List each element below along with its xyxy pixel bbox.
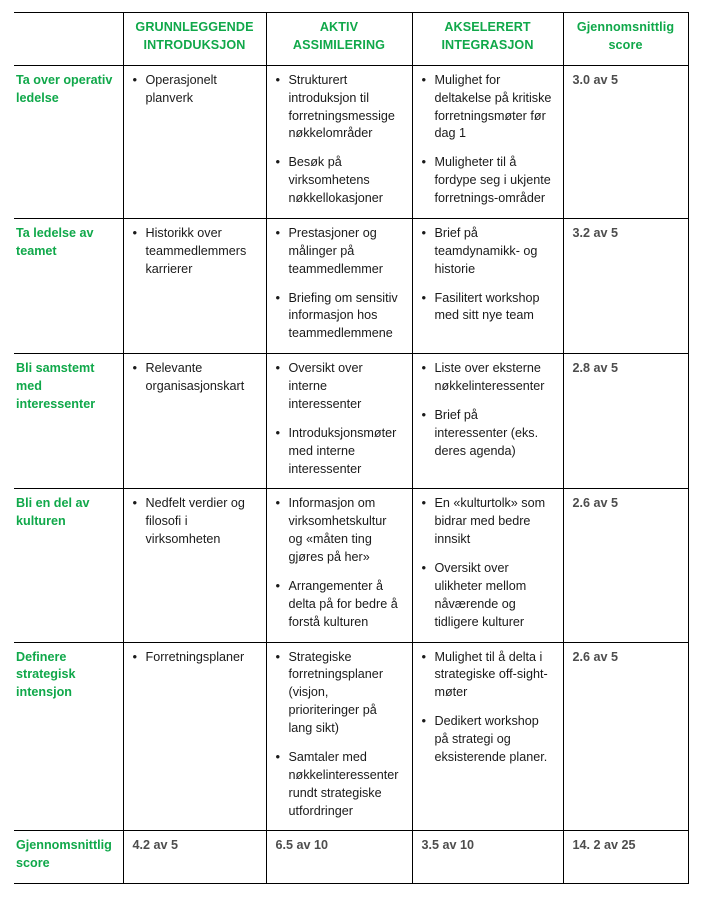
- score-value: 3.5 av 10: [421, 838, 475, 853]
- list-item: • Prestasjoner og målinger på teammedlemmer: [276, 225, 403, 279]
- header-cell-grunnleggende: [123, 13, 266, 66]
- bullet-list: [276, 225, 403, 343]
- table-row: [14, 218, 688, 353]
- list-item: • Strategiske forretningsplaner (visjon, prioriteringer på lang sikt): [276, 649, 403, 738]
- list-item: • Relevante organisasjonskart: [133, 360, 257, 396]
- bullet-list: [422, 225, 554, 325]
- cell-aktiv: [266, 65, 412, 218]
- bullet-list: [276, 495, 403, 631]
- list-item: • Nedfelt verdier og filosofi i virksomheten: [133, 495, 257, 549]
- header-label-grunnleggende: GRUNNLEGGENDE INTRODUKSJON: [135, 20, 254, 52]
- list-item: • Arrangementer å delta på for bedre å forstå kulturen: [276, 578, 403, 632]
- cell-aktiv: [266, 218, 412, 353]
- row-label-cell: [14, 642, 123, 831]
- row-label: Bli en del av kulturen: [16, 496, 90, 529]
- table-row: [14, 65, 688, 218]
- bullet-list: [133, 495, 257, 549]
- score-value: 2.8 av 5: [572, 361, 619, 376]
- table-footer-row: [14, 831, 688, 884]
- list-item: • Oversikt over interne interessenter: [276, 360, 403, 414]
- footer-score-akselerert: [412, 831, 563, 884]
- score-value: 6.5 av 10: [275, 838, 329, 853]
- cell-score: [563, 354, 688, 489]
- header-cell-dimension: [14, 13, 123, 66]
- list-item: • Oversikt over ulikheter mellom nåværende og tidligere kulturer: [422, 560, 554, 632]
- bullet-list: [133, 72, 257, 108]
- bullet-list: [276, 360, 403, 478]
- bullet-list: [276, 72, 403, 208]
- score-value: 3.2 av 5: [572, 225, 619, 240]
- header-cell-aktiv: [266, 13, 412, 66]
- list-item: • Strukturert introduksjon til forretningsmessige nøkkelområder: [276, 72, 403, 144]
- cell-score: [563, 65, 688, 218]
- table-row: [14, 642, 688, 831]
- cell-grunnleggende: [123, 354, 266, 489]
- header-cell-score: [563, 13, 688, 66]
- list-item: • Forretningsplaner: [133, 649, 257, 667]
- row-label: Ta over operativ ledelse: [16, 72, 113, 105]
- score-value: 2.6 av 5: [572, 496, 619, 511]
- row-label-cell: [14, 65, 123, 218]
- footer-label-cell: [14, 831, 123, 884]
- table-body: [14, 65, 688, 883]
- bullet-list: [422, 360, 554, 460]
- bullet-list: [422, 649, 554, 767]
- table-header: [14, 13, 688, 66]
- bullet-list: [133, 649, 257, 667]
- table-row: [14, 489, 688, 642]
- header-label-score: Gjennomsnittlig score: [576, 20, 675, 52]
- list-item: • Liste over eksterne nøkkelinteressenter: [422, 360, 554, 396]
- list-item: • Mulighet for deltakelse på kritiske forretningsmøter før dag 1: [422, 72, 554, 144]
- list-item: • Brief på teamdynamikk- og historie: [422, 225, 554, 279]
- cell-akselerert: [412, 218, 563, 353]
- list-item: • Historikk over teammedlemmers karrierer: [133, 225, 257, 279]
- footer-score-grunnleggende: [123, 831, 266, 884]
- score-value: 4.2 av 5: [132, 838, 179, 853]
- cell-akselerert: [412, 65, 563, 218]
- list-item: • Mulighet til å delta i strategiske off-sight-møter: [422, 649, 554, 703]
- onboarding-matrix-table: [14, 12, 689, 884]
- bullet-list: [422, 495, 554, 631]
- footer-score-aktiv: [266, 831, 412, 884]
- header-cell-akselerert: [412, 13, 563, 66]
- list-item: • Dedikert workshop på strategi og eksisterende planer.: [422, 713, 554, 767]
- cell-aktiv: [266, 642, 412, 831]
- bullet-list: [133, 225, 257, 279]
- row-label: Definere strategisk intensjon: [16, 649, 76, 700]
- row-label: Ta ledelse av teamet: [16, 225, 94, 258]
- list-item: • Brief på interessenter (eks. deres agenda): [422, 407, 554, 461]
- cell-aktiv: [266, 489, 412, 642]
- list-item: • Fasilitert workshop med sitt nye team: [422, 290, 554, 326]
- footer-label: Gjennomsnittlig score: [16, 838, 112, 871]
- table-row: [14, 354, 688, 489]
- cell-akselerert: [412, 642, 563, 831]
- row-label-cell: [14, 218, 123, 353]
- cell-aktiv: [266, 354, 412, 489]
- cell-grunnleggende: [123, 489, 266, 642]
- bullet-list: [422, 72, 554, 208]
- header-label-akselerert: AKSELERERT INTEGRASJON: [441, 20, 534, 52]
- cell-grunnleggende: [123, 642, 266, 831]
- bullet-list: [276, 649, 403, 821]
- table-header-row: [14, 13, 688, 66]
- score-value: 14. 2 av 25: [572, 838, 636, 853]
- cell-grunnleggende: [123, 218, 266, 353]
- list-item: • Briefing om sensitiv informasjon hos teammedlemmene: [276, 290, 403, 344]
- list-item: • En «kulturtolk» som bidrar med bedre innsikt: [422, 495, 554, 549]
- cell-score: [563, 489, 688, 642]
- bullet-list: [133, 360, 257, 396]
- row-label-cell: [14, 354, 123, 489]
- row-label: Bli samstemt med interessenter: [16, 361, 96, 411]
- list-item: • Introduksjonsmøter med interne interessenter: [276, 425, 403, 479]
- list-item: • Besøk på virksomhetens nøkkellokasjoner: [276, 154, 403, 208]
- cell-akselerert: [412, 354, 563, 489]
- row-label-cell: [14, 489, 123, 642]
- footer-score-total: [563, 831, 688, 884]
- list-item: • Operasjonelt planverk: [133, 72, 257, 108]
- score-value: 3.0 av 5: [572, 72, 619, 87]
- cell-score: [563, 218, 688, 353]
- score-value: 2.6 av 5: [572, 649, 619, 664]
- list-item: • Samtaler med nøkkelinteressenter rundt strategiske utfordringer: [276, 749, 403, 821]
- header-label-aktiv: AKTIV ASSIMILERING: [292, 20, 386, 52]
- cell-akselerert: [412, 489, 563, 642]
- list-item: • Informasjon om virksomhetskultur og «måten ting gjøres på her»: [276, 495, 403, 567]
- document-page: [0, 12, 701, 912]
- list-item: • Muligheter til å fordype seg i ukjente forretnings-områder: [422, 154, 554, 208]
- cell-grunnleggende: [123, 65, 266, 218]
- cell-score: [563, 642, 688, 831]
